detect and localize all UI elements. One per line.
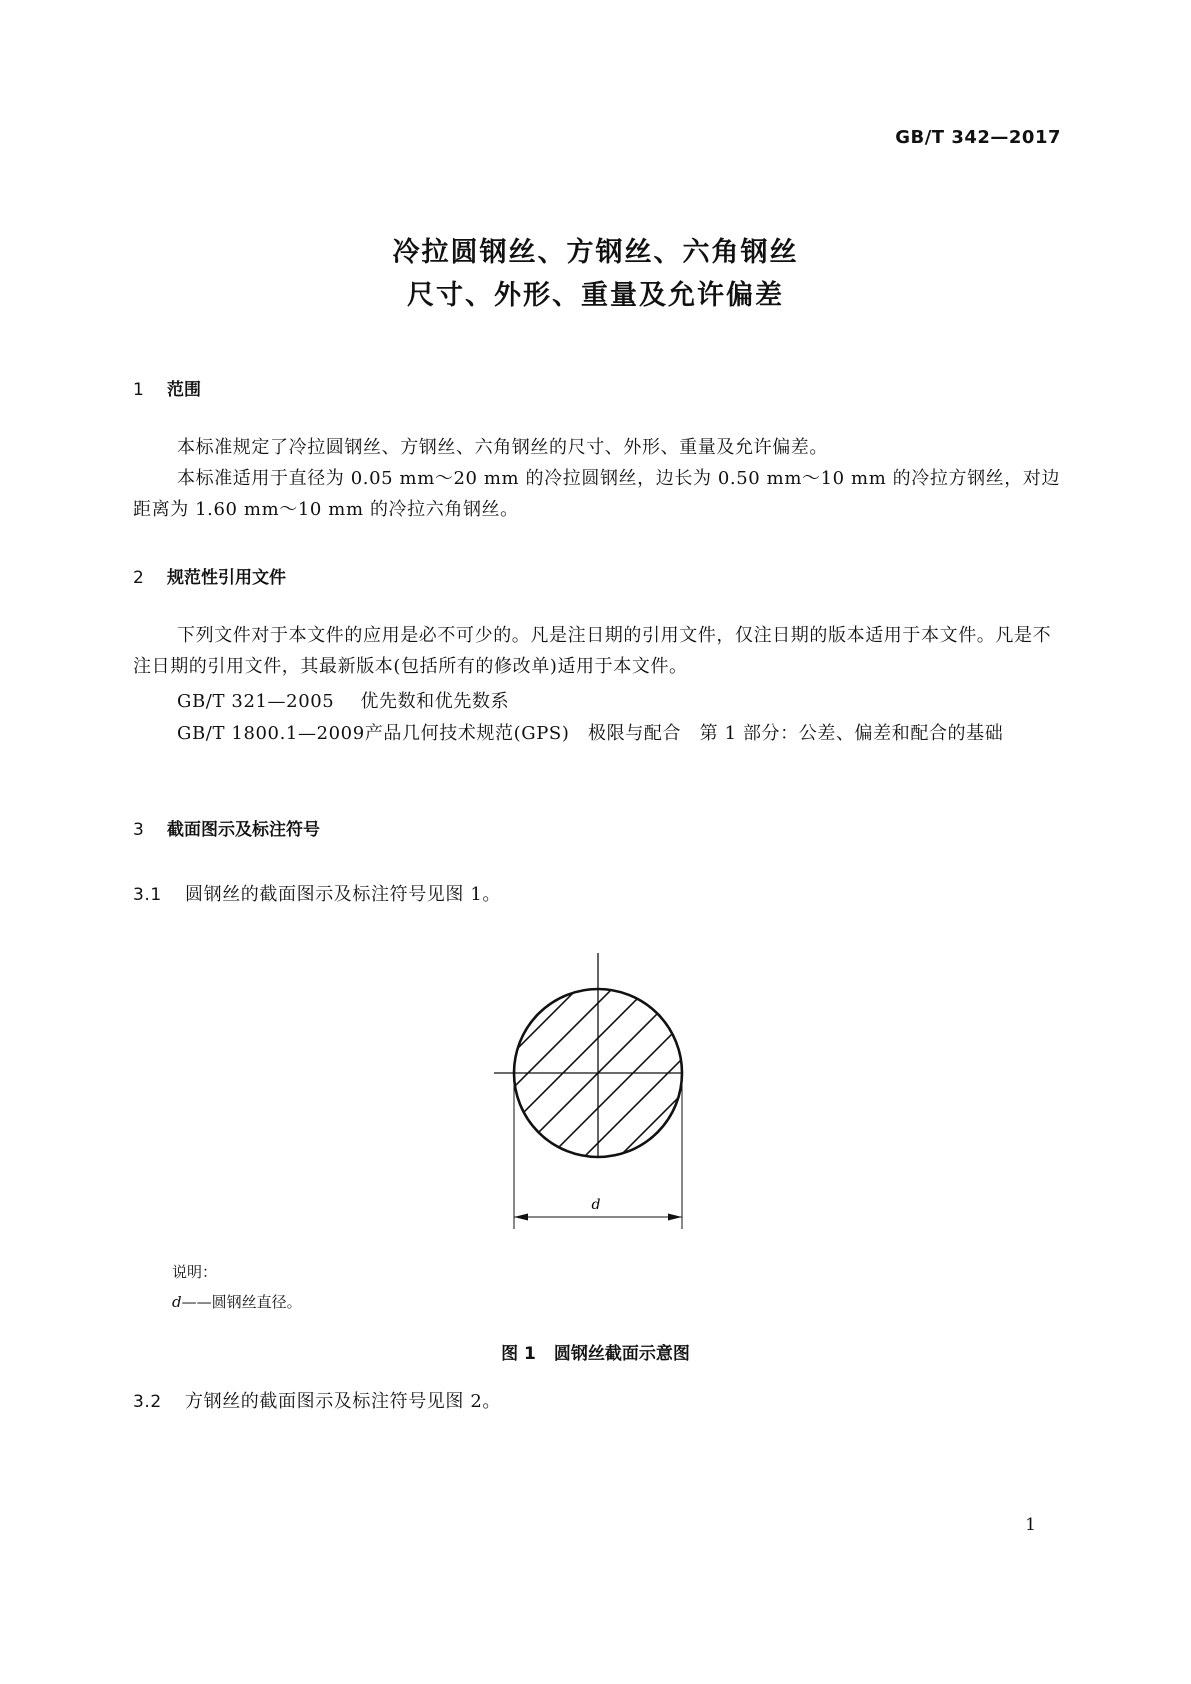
standard-code: GB/T 342—2017 bbox=[895, 127, 1061, 148]
section-title: 范围 bbox=[167, 380, 201, 400]
scope-paragraph-1: 本标准规定了冷拉圆钢丝、方钢丝、六角钢丝的尺寸、外形、重量及允许偏差。 bbox=[177, 437, 828, 458]
reference-item-2 bbox=[133, 718, 1063, 749]
subsection-text: 方钢丝的截面图示及标注符号见图 2。 bbox=[185, 1391, 501, 1412]
figure-1-note-item bbox=[172, 1291, 302, 1312]
figure-1-note-heading: 说明： bbox=[172, 1263, 218, 1281]
section-number: 2 bbox=[133, 568, 144, 588]
note-symbol: d bbox=[172, 1293, 182, 1311]
subsection-3-1 bbox=[133, 880, 501, 906]
scope-paragraph-2: 本标准适用于直径为 0.05 mm～20 mm 的冷拉圆钢丝，边长为 0.50 mm～10 mm 的冷拉方钢丝，对边距离为 1.60 mm～10 mm 的冷拉六角钢丝。 bbox=[133, 468, 1061, 520]
subsection-number: 3.2 bbox=[133, 1392, 162, 1412]
section-title: 截面图示及标注符号 bbox=[167, 820, 320, 840]
dimension-arrow-right bbox=[668, 1214, 682, 1221]
reference-item-1 bbox=[177, 687, 509, 713]
caption-text: 圆钢丝截面示意图 bbox=[553, 1344, 690, 1364]
section-number: 3 bbox=[133, 820, 144, 840]
figure-1-round-wire-cross-section bbox=[470, 945, 720, 1235]
document-title-line-1: 冷拉圆钢丝、方钢丝、六角钢丝 bbox=[392, 237, 799, 268]
caption-number: 图 1 bbox=[501, 1344, 536, 1364]
subsection-text: 圆钢丝的截面图示及标注符号见图 1。 bbox=[185, 884, 501, 905]
subsection-number: 3.1 bbox=[133, 885, 162, 905]
section-1-heading bbox=[133, 375, 201, 400]
section-2-heading bbox=[133, 563, 286, 588]
page-number: 1 bbox=[1025, 1515, 1036, 1535]
dimension-label-d: d bbox=[591, 1197, 601, 1213]
dimension-arrow-left bbox=[514, 1214, 528, 1221]
reference-code: GB/T 1800.1—2009 bbox=[177, 723, 365, 744]
section-title: 规范性引用文件 bbox=[167, 568, 286, 588]
reference-title: 优先数和优先数系 bbox=[360, 691, 510, 712]
reference-code: GB/T 321—2005 bbox=[177, 691, 335, 712]
document-title-line-2: 尺寸、外形、重量及允许偏差 bbox=[407, 280, 784, 311]
note-dash: —— bbox=[181, 1293, 212, 1311]
reference-title: 产品几何技术规范(GPS) 极限与配合 第 1 部分：公差、偏差和配合的基础 bbox=[364, 723, 1004, 744]
section-3-heading bbox=[133, 815, 320, 840]
figure-1-caption bbox=[0, 1339, 1191, 1364]
normative-references-intro: 下列文件对于本文件的应用是必不可少的。凡是注日期的引用文件，仅注日期的版本适用于本文件。凡是不注日期的引用文件，其最新版本(包括所有的修改单)适用于本文件。 bbox=[133, 625, 1052, 677]
note-text: 圆钢丝直径。 bbox=[211, 1293, 302, 1311]
subsection-3-2 bbox=[133, 1387, 501, 1413]
section-number: 1 bbox=[133, 380, 144, 400]
